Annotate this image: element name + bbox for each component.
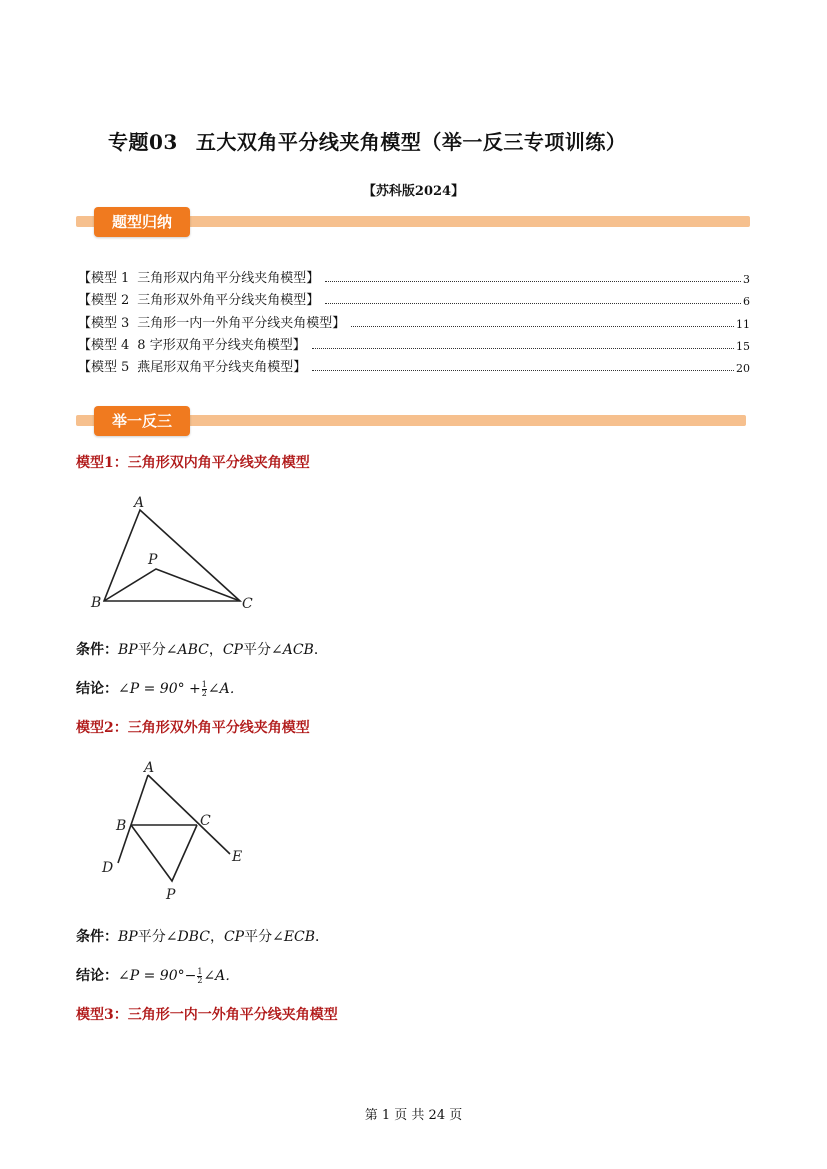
toc-label: 【模型 4 8 字形双角平分线夹角模型】: [78, 338, 306, 353]
model-1-heading: 模型1：三角形双内角平分线夹角模型: [76, 455, 310, 471]
toc-row-2[interactable]: [78, 288, 750, 308]
toc-leader: [312, 369, 734, 371]
model-1-condition: 条件：BP平分∠ABC，CP平分∠ACB．: [76, 642, 328, 658]
toc-page-number: 11: [736, 318, 750, 331]
model-1-conclusion: 结论：∠P = 90° + $\frac{1}{2}$ ∠A．: [76, 679, 244, 698]
model-3-heading: 模型3：三角形一内一外角平分线夹角模型: [76, 1007, 338, 1023]
toc-page-number: 15: [736, 340, 750, 353]
toc-label: 【模型 3 三角形一内一外角平分线夹角模型】: [78, 316, 346, 331]
bisector-path-bpc: [131, 825, 197, 881]
bisector-path-bpc: [104, 569, 240, 601]
toc-leader: [312, 347, 734, 349]
practice-banner-tag: 举一反三: [94, 406, 190, 436]
toc-page-number: 3: [743, 273, 750, 286]
triangle-abc: [104, 510, 240, 601]
label-d: D: [102, 860, 114, 876]
toc-label: 【模型 1 三角形双内角平分线夹角模型】: [78, 271, 320, 286]
label-b: B: [91, 595, 102, 611]
label-c: C: [242, 596, 253, 612]
edition-label: 【苏科版2024】: [362, 184, 465, 199]
toc-page-number: 6: [743, 295, 750, 308]
model-2-condition: 条件：BP平分∠DBC，CP平分∠ECB．: [76, 929, 330, 945]
label-c: C: [200, 813, 211, 829]
label-a: A: [134, 495, 145, 511]
model-2-conclusion: 结论：∠P = 90°− $\frac{1}{2}$ ∠A．: [76, 966, 240, 985]
document-title: [108, 126, 626, 155]
toc-leader: [351, 325, 734, 327]
model-2-heading: 模型2：三角形双外角平分线夹角模型: [76, 720, 310, 736]
label-p: P: [148, 552, 158, 568]
toc-page-number: 20: [736, 362, 750, 375]
title-text: 五大双角平分线夹角模型（举一反三专项训练）: [195, 130, 627, 154]
toc-row-3[interactable]: [78, 311, 750, 331]
page-footer: 第 1 页 共 24 页: [364, 1108, 463, 1123]
fraction-half: $\frac{1}{2}$: [201, 679, 207, 698]
toc-banner-tag: 题型归纳: [94, 207, 190, 237]
model-2-figure: [96, 757, 256, 905]
toc-leader: [325, 280, 741, 282]
title-number: 专题03: [108, 130, 178, 154]
toc-label: 【模型 2 三角形双外角平分线夹角模型】: [78, 293, 320, 308]
label-b: B: [116, 818, 127, 834]
label-p: P: [166, 887, 176, 903]
toc-label: 【模型 5 燕尾形双角平分线夹角模型】: [78, 360, 307, 375]
toc-row-4[interactable]: [78, 333, 750, 353]
model-1-figure: [86, 490, 266, 618]
fraction-half: $\frac{1}{2}$: [197, 966, 203, 985]
toc-row-1[interactable]: [78, 266, 750, 286]
toc-leader: [325, 302, 741, 304]
toc-row-5[interactable]: [78, 355, 750, 375]
label-e: E: [232, 849, 243, 865]
label-a: A: [144, 760, 155, 776]
